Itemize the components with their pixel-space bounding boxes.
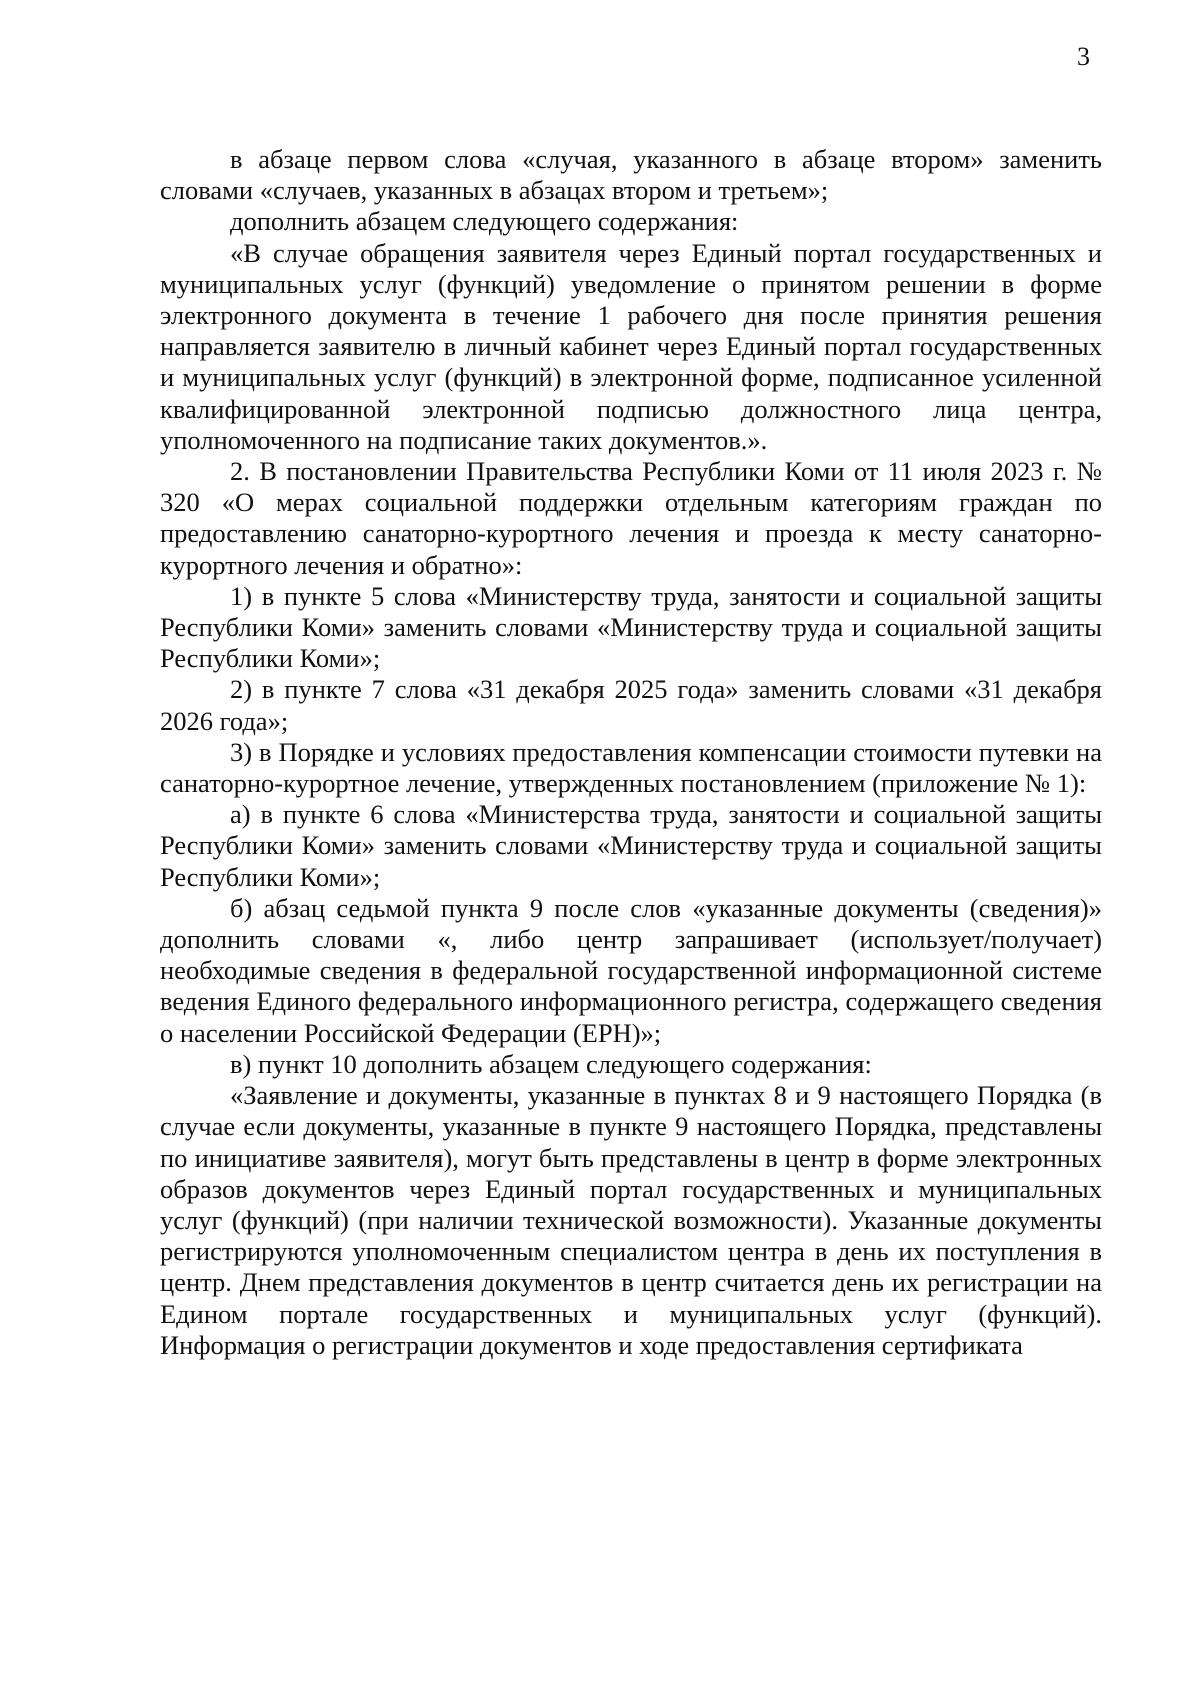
paragraph: б) абзац седьмой пункта 9 после слов «указанные документы (сведения)» дополнить словами «, либо центр запрашивает (использует/получает) необходимые сведения в федеральной государственной информационной системе ведения Единого федерального информационного регистра, содержащего сведения о населении Российской Федерации (ЕРН)»; <box>160 892 1102 1048</box>
paragraph: «В случае обращения заявителя через Единый портал государственных и муниципальных услуг (функций) уведомление о принятом решении в форме электронного документа в течение 1 рабочего дня после принятия решения направляется заявителю в личный кабинет через Единый портал государственных и муниципальных услуг (функций) в электронной форме, подписанное усиленной квалифицированной электронной подписью должностного лица центра, уполномоченного на подписание таких документов.». <box>160 237 1102 455</box>
paragraph: 1) в пункте 5 слова «Министерству труда, занятости и социальной защиты Республики Коми» заменить словами «Министерству труда и социальной защиты Республики Коми»; <box>160 580 1102 674</box>
paragraph: в) пункт 10 дополнить абзацем следующего содержания: <box>230 1048 872 1079</box>
paragraph: а) в пункте 6 слова «Министерства труда, занятости и социальной защиты Республики Коми» заменить словами «Министерству труда и социальной защиты Республики Коми»; <box>160 799 1102 892</box>
paragraph: дополнить абзацем следующего содержания: <box>230 206 739 237</box>
paragraph: в абзаце первом слова «случая, указанного в абзаце втором» заменить словами «случаев, указанных в абзацах втором и третьем»; <box>160 144 1102 206</box>
paragraph: 3) в Порядке и условиях предоставления компенсации стоимости путевки на санаторно-курортное лечение, утвержденных постановлением (приложение № 1): <box>160 736 1102 799</box>
page-number: 3 <box>1077 42 1090 71</box>
paragraph: 2) в пункте 7 слова «31 декабря 2025 года» заменить словами «31 декабря 2026 года»; <box>160 674 1102 736</box>
document-body <box>160 144 1102 1361</box>
paragraph: 2. В постановлении Правительства Республики Коми от 11 июля 2023 г. № 320 «О мерах социальной поддержки отдельным категориям граждан по предоставлению санаторно-курортного лечения и проезда к месту санаторно-курортного лечения и обратно»: <box>160 456 1102 580</box>
paragraph: «Заявление и документы, указанные в пунктах 8 и 9 настоящего Порядка (в случае если документы, указанные в пункте 9 настоящего Порядка, представлены по инициативе заявителя), могут быть представлены в центр в форме электронных образов документов через Единый портал государственных и муниципальных услуг (функций) (при наличии технической возможности). Указанные документы регистрируются уполномоченным специалистом центра в день их поступления в центр. Днем представления документов в центр считается день их регистрации на Едином портале государственных и муниципальных услуг (функций). Информация о регистрации документов и ходе предоставления сертификата <box>160 1080 1102 1360</box>
